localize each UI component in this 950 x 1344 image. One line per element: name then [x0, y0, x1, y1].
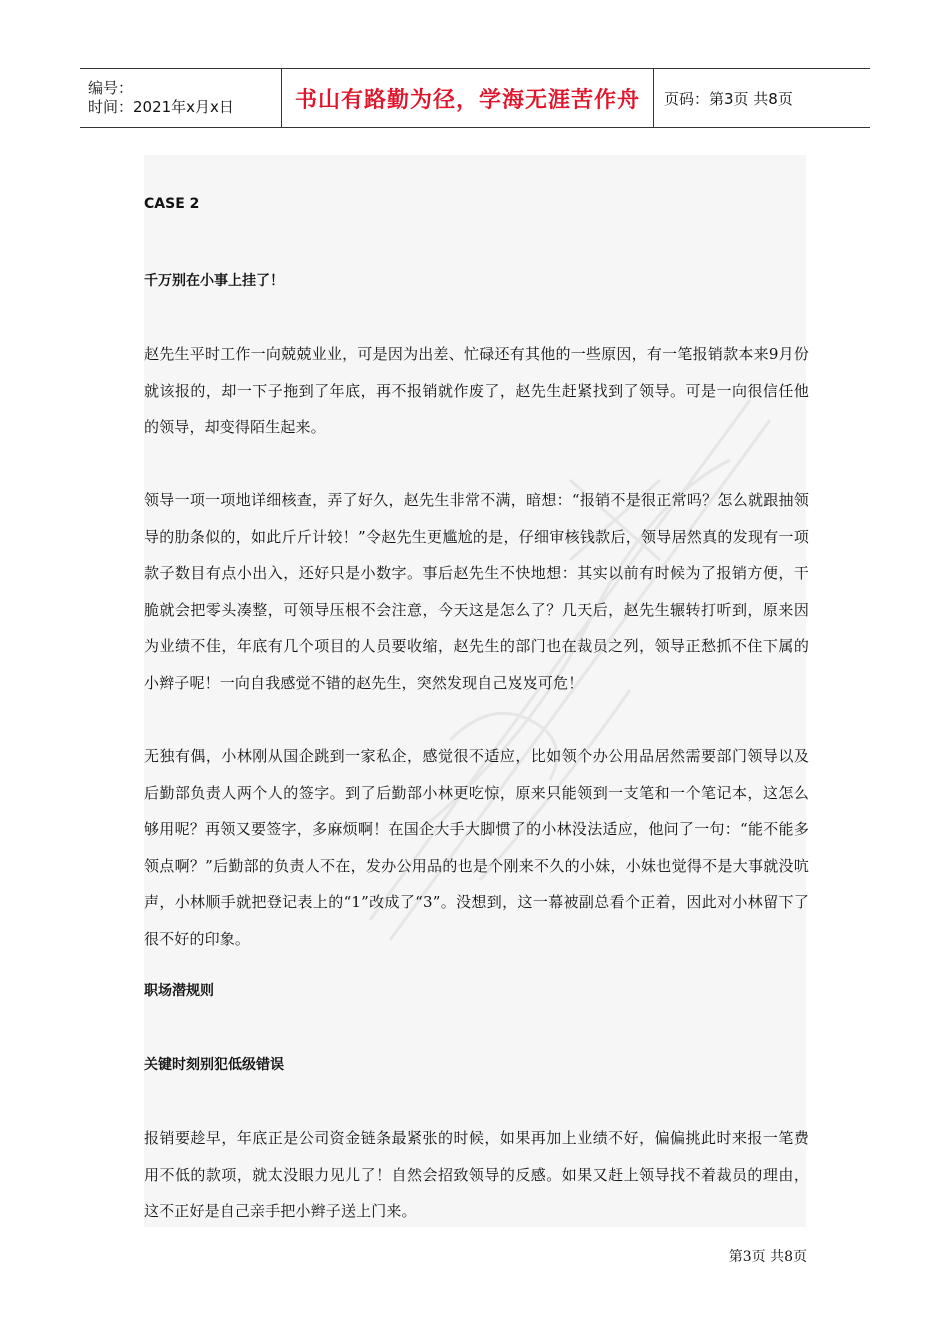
footer-page-number: 第3页 共8页: [728, 1249, 807, 1265]
section-heading: 职场潜规则: [144, 983, 214, 999]
paragraph-1: 赵先生平时工作一向兢兢业业，可是因为出差、忙碌还有其他的一些原因，有一笔报销款本来9月份就该报的，却一下子拖到了年底，再不报销就作废了，赵先生赶紧找到了领导。可是一向很信任他的领导，却变得陌生起来。: [144, 345, 809, 436]
header-page-code: 页码：第3页 共8页: [664, 89, 793, 108]
section-subheading: 关键时刻别犯低级错误: [144, 1057, 284, 1073]
case-heading: CASE 2: [144, 196, 200, 212]
header-meta: [80, 69, 281, 127]
header-page-code-cell: [654, 69, 870, 127]
paragraph-3: 无独有偶，小林刚从国企跳到一家私企，感觉很不适应，比如领个办公用品居然需要部门领导以及后勤部负责人两个人的签字。到了后勤部小林更吃惊，原来只能领到一支笔和一个笔记本，这怎么够用呢？再领又要签字，多麻烦啊！在国企大手大脚惯了的小林没法适应，他问了一句：“能不能多领点啊？”后勤部的负责人不在，发办公用品的也是个刚来不久的小妹，小妹也觉得不是大事就没吭声，小林顺手就把登记表上的“1”改成了“3”。没想到，这一幕被副总看个正着，因此对小林留下了很不好的印象。: [144, 747, 809, 948]
header-motto: 书山有路勤为径，学海无涯苦作舟: [294, 87, 640, 113]
header-motto-cell: [281, 69, 654, 127]
page-header: [80, 68, 870, 128]
document-date: 时间：2021年x月x日: [88, 98, 234, 116]
closing-paragraph: 报销要趁早，年底正是公司资金链条最紧张的时候，如果再加上业绩不好，偏偏挑此时来报一笔费用不低的款项，就太没眼力见儿了！自然会招致领导的反感。如果又赶上领导找不着裁员的理由，这不正好是自己亲手把小辫子送上门来。: [144, 1129, 809, 1220]
article-title: 千万别在小事上挂了！: [144, 273, 284, 289]
document-number-label: 编号：: [88, 79, 134, 97]
paragraph-2: 领导一项一项地详细核查，弄了好久，赵先生非常不满，暗想：“报销不是很正常吗？怎么就跟抽领导的肋条似的，如此斤斤计较！”令赵先生更尴尬的是，仔细审核钱款后，领导居然真的发现有一项款子数目有点小出入，还好只是小数字。事后赵先生不快地想：其实以前有时候为了报销方便，干脆就会把零头凑整，可领导压根不会注意，今天这是怎么了？几天后，赵先生辗转打听到，原来因为业绩不佳，年底有几个项目的人员要收缩，赵先生的部门也在裁员之列，领导正愁抓不住下属的小辫子呢！一向自我感觉不错的赵先生，突然发现自己岌岌可危！: [144, 491, 809, 692]
